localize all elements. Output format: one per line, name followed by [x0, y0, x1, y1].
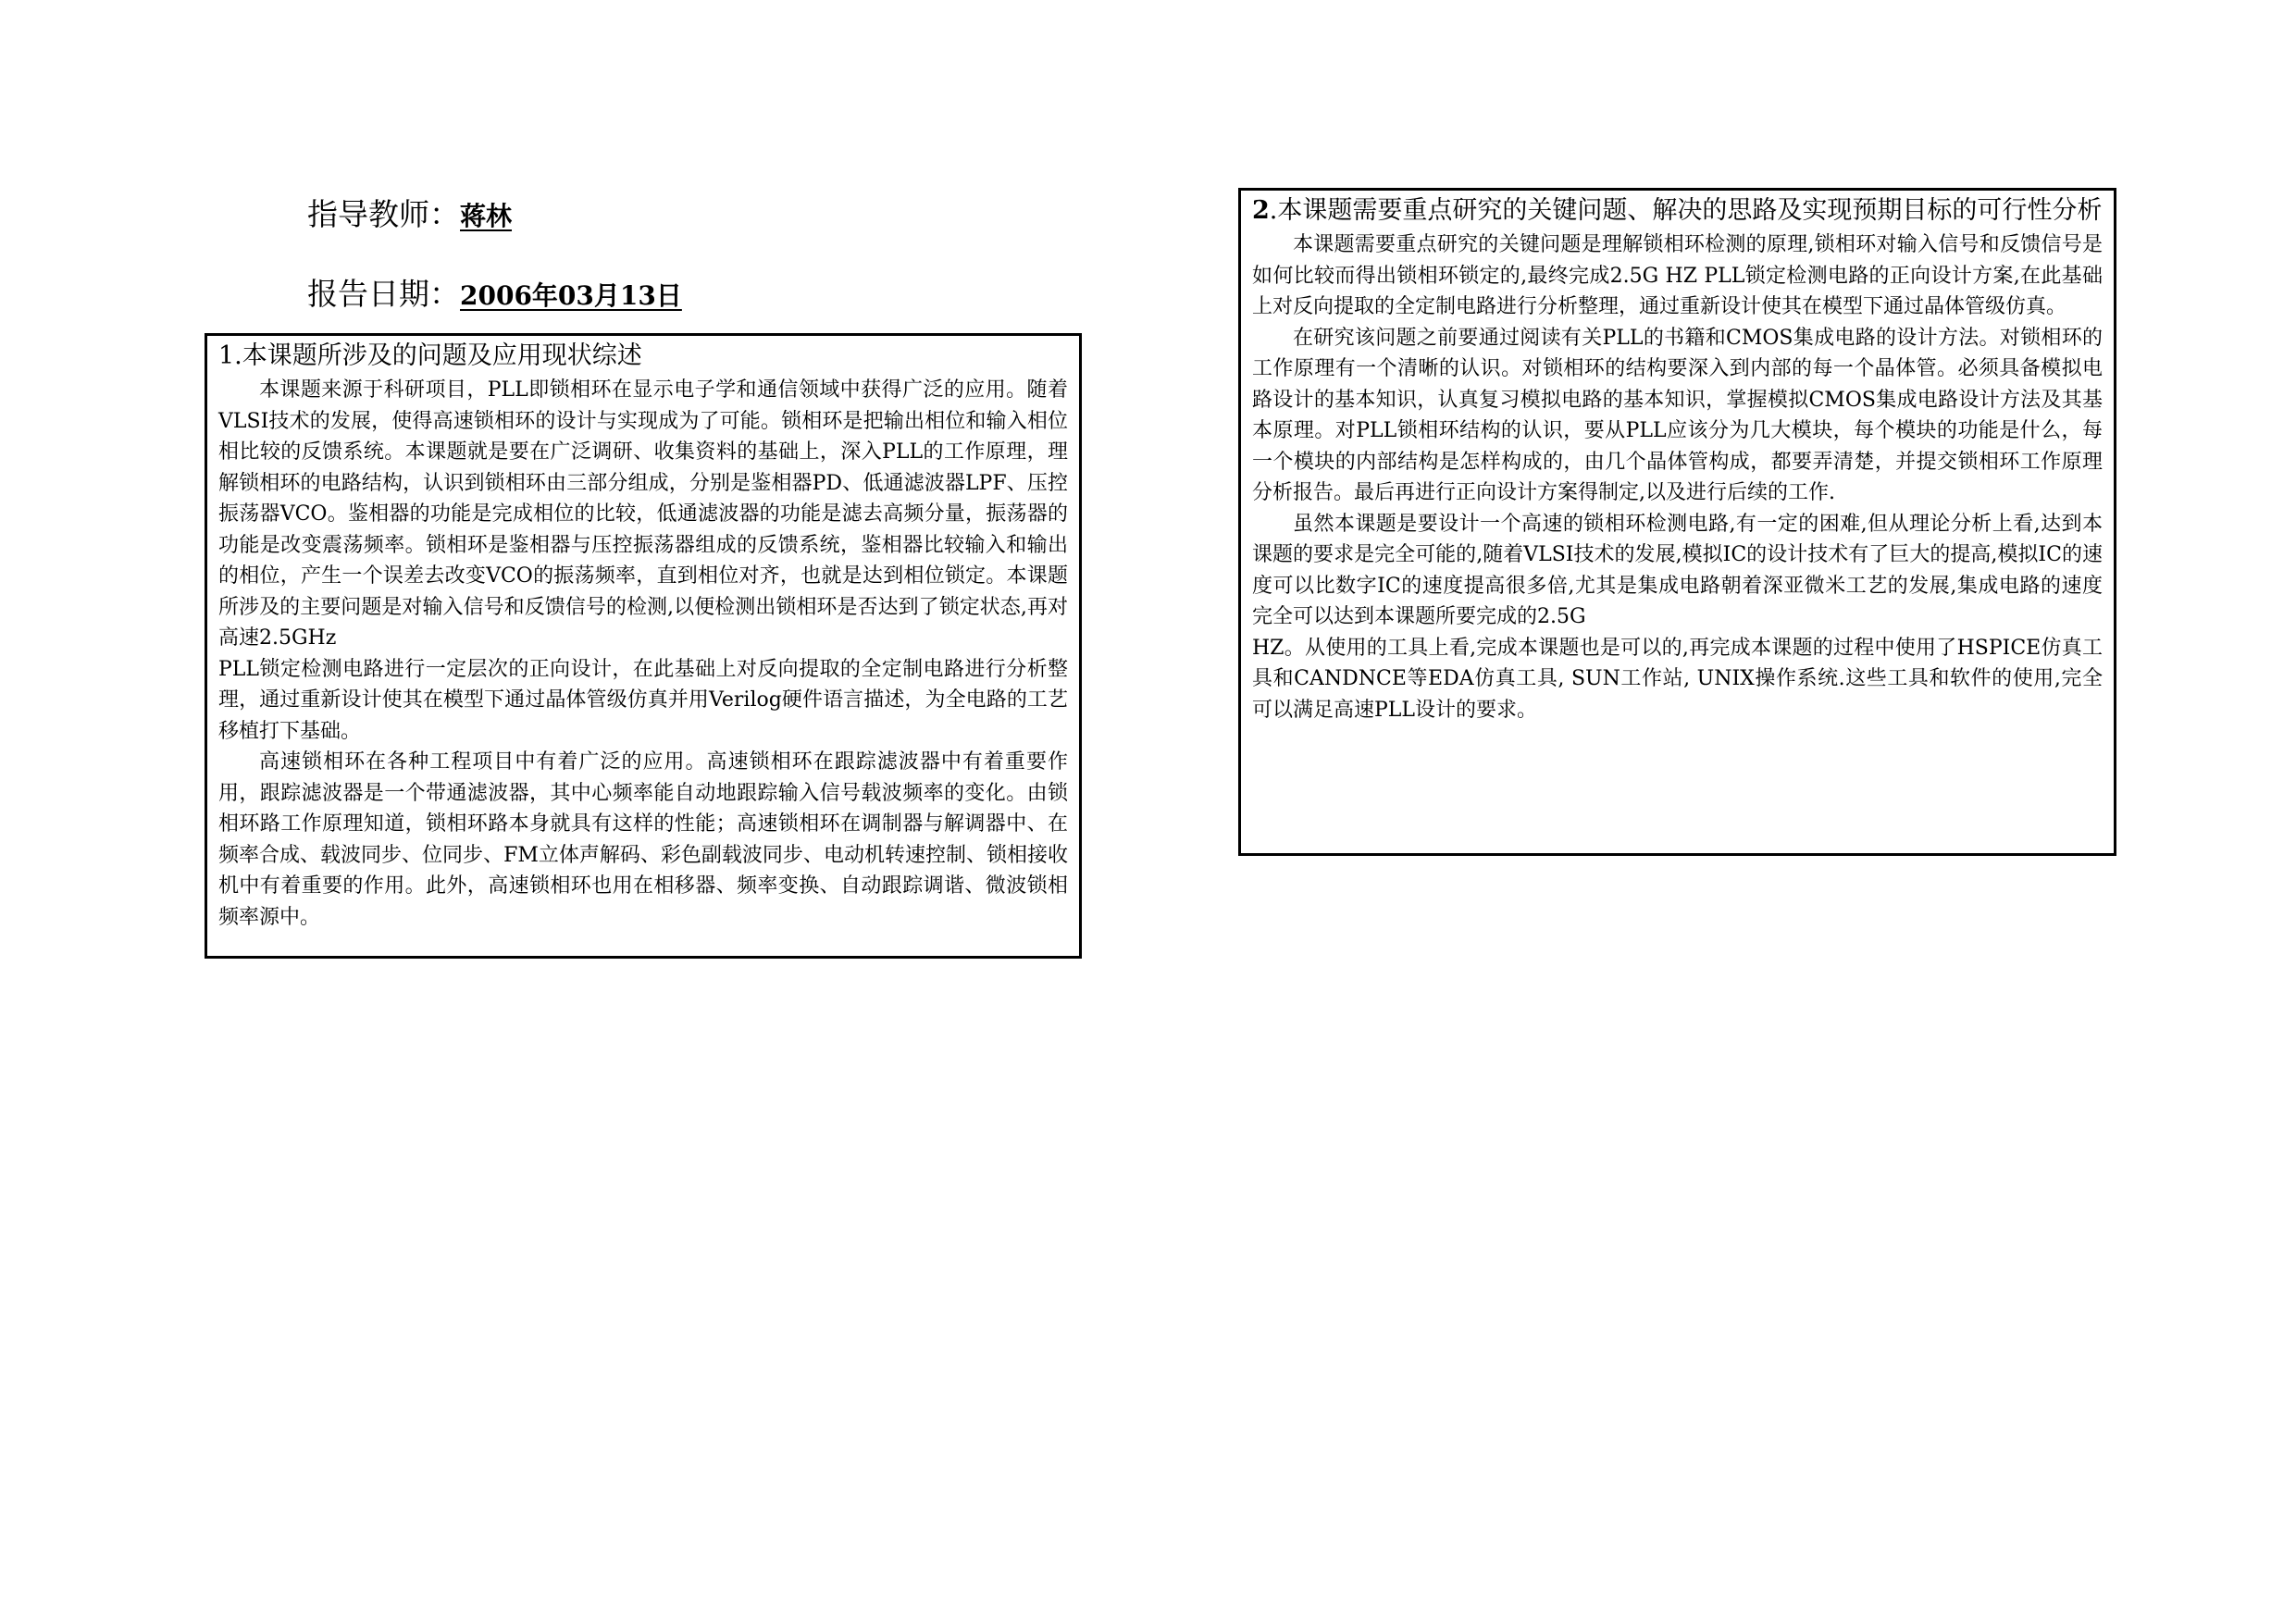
report-date-value: 2006年03月13日 — [460, 280, 682, 311]
section-2-title-number: 2 — [1252, 196, 1270, 225]
section-2-paragraph-4: HZ。从使用的工具上看,完成本课题也是可以的,再完成本课题的过程中使用了HSPICE仿真工具和CANDNCE等EDA仿真工具, SUN工作站, UNIX操作系统.这些工具和软件的使用,完全可以满足高速PLL设计的要求。 — [1252, 636, 2103, 722]
section-2-box — [1238, 188, 2116, 856]
section-1-box — [205, 333, 1082, 959]
supervisor-name: 蒋林 — [460, 201, 513, 231]
report-date-label: 报告日期： — [307, 276, 460, 312]
section-2-paragraph-1: 本课题需要重点研究的关键问题是理解锁相环检测的原理,锁相环对输入信号和反馈信号是如何比较而得出锁相环锁定的,最终完成2.5G HZ PLL锁定检测电路的正向设计方案,在此基础上对反向提取的全定制电路进行分析整理，通过重新设计使其在模型下通过晶体管级仿真。 — [1252, 233, 2103, 318]
section-1-title: 1.本课题所涉及的问题及应用现状综述 — [218, 341, 642, 370]
section-1-paragraph-3: 高速锁相环在各种工程项目中有着广泛的应用。高速锁相环在跟踪滤波器中有着重要作用，跟踪滤波器是一个带通滤波器，其中心频率能自动地跟踪输入信号载波频率的变化。由锁相环路工作原理知道，锁相环路本身就具有这样的性能；高速锁相环在调制器与解调器中、在频率合成、载波同步、位同步、FM立体声解码、彩色副载波同步、电动机转速控制、锁相接收机中有着重要的作用。此外，高速锁相环也用在相移器、频率变换、自动跟踪调谐、微波锁相频率源中。 — [218, 750, 1068, 929]
supervisor-line — [307, 194, 512, 237]
section-2-title-text: .本课题需要重点研究的关键问题、解决的思路及实现预期目标的可行性分析 — [1269, 196, 2103, 225]
section-2-paragraph-3: 虽然本课题是要设计一个高速的锁相环检测电路,有一定的困难,但从理论分析上看,达到本课题的要求是完全可能的,随着VLSI技术的发展,模拟IC的设计技术有了巨大的提高,模拟IC的速度可以比数字IC的速度提高很多倍,尤其是集成电路朝着深亚微米工艺的发展,集成电路的速度完全可以达到本课题所要完成的2.5G — [1252, 512, 2103, 628]
report-date-line — [307, 274, 682, 316]
supervisor-label: 指导教师： — [307, 196, 460, 232]
section-1-paragraph-1: 本课题来源于科研项目，PLL即锁相环在显示电子学和通信领域中获得广泛的应用。随着VLSI技术的发展，使得高速锁相环的设计与实现成为了可能。锁相环是把输出相位和输入相位相比较的反馈系统。本课题就是要在广泛调研、收集资料的基础上，深入PLL的工作原理，理解锁相环的电路结构，认识到锁相环由三部分组成，分别是鉴相器PD、低通滤波器LPF、压控振荡器VCO。鉴相器的功能是完成相位的比较，低通滤波器的功能是滤去高频分量，振荡器的功能是改变震荡频率。锁相环是鉴相器与压控振荡器组成的反馈系统，鉴相器比较输入和输出的相位，产生一个误差去改变VCO的振荡频率，直到相位对齐，也就是达到相位锁定。本课题所涉及的主要问题是对输入信号和反馈信号的检测,以便检测出锁相环是否达到了锁定状态,再对高速2.5GHz — [218, 378, 1068, 650]
section-2-title — [1252, 194, 2103, 228]
section-1-paragraph-2: PLL锁定检测电路进行一定层次的正向设计，在此基础上对反向提取的全定制电路进行分析整理，通过重新设计使其在模型下通过晶体管级仿真并用Verilog硬件语言描述，为全电路的工艺移植打下基础。 — [218, 657, 1068, 743]
section-2-paragraph-2: 在研究该问题之前要通过阅读有关PLL的书籍和CMOS集成电路的设计方法。对锁相环的工作原理有一个清晰的认识。对锁相环的结构要深入到内部的每一个晶体管。必须具备模拟电路设计的基本知识，认真复习模拟电路的基本知识，掌握模拟CMOS集成电路设计方法及其基本原理。对PLL锁相环结构的认识，要从PLL应该分为几大模块，每个模块的功能是什么，每一个模块的内部结构是怎样构成的，由几个晶体管构成，都要弄清楚，并提交锁相环工作原理分析报告。最后再进行正向设计方案得制定,以及进行后续的工作. — [1252, 326, 2103, 504]
